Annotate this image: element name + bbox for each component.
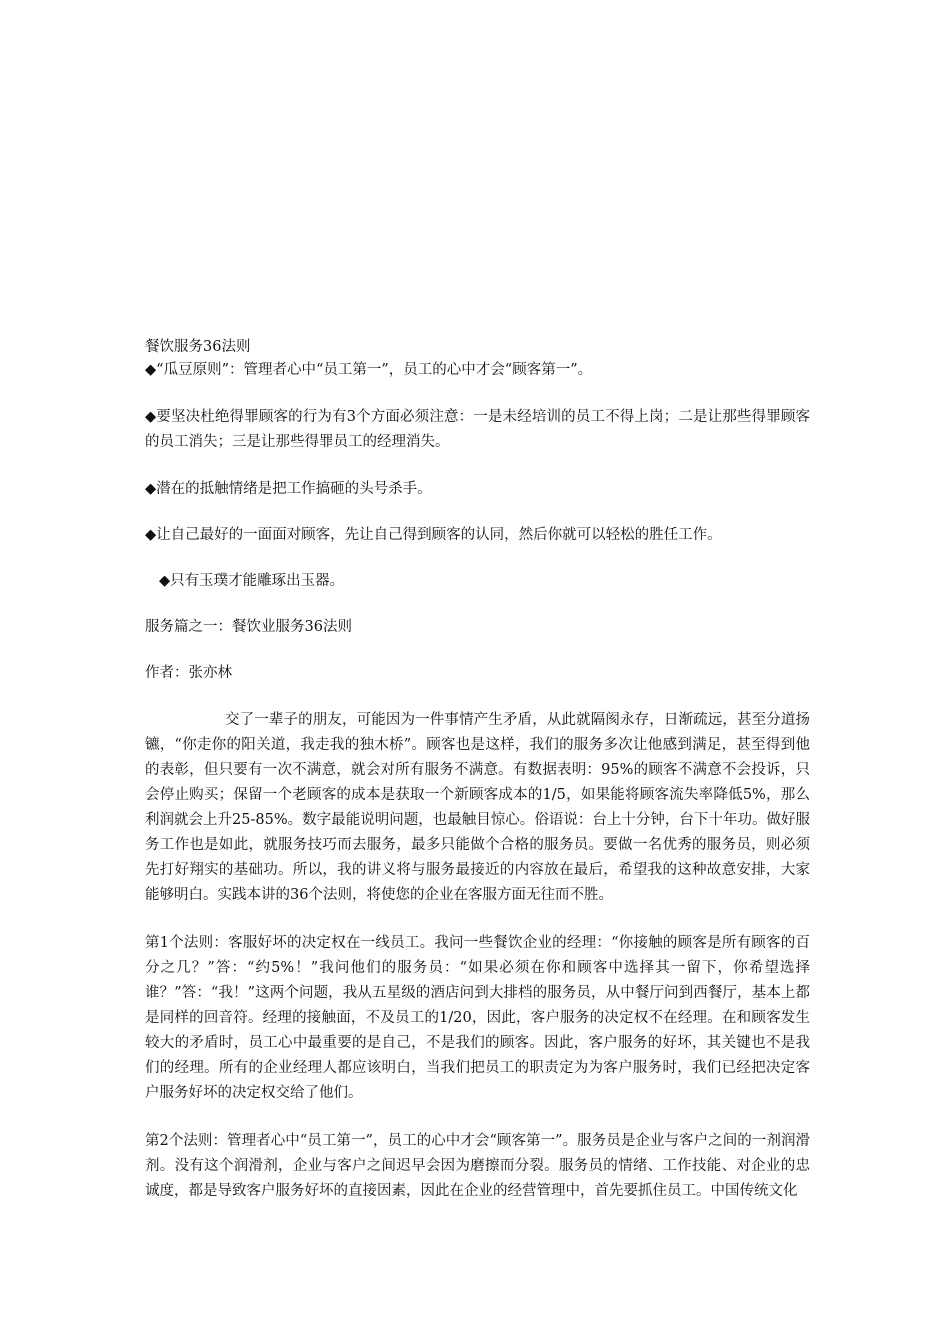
document-title: 餐饮服务36法则 — [145, 339, 251, 355]
rule-1-paragraph: 第1个法则：客服好坏的决定权在一线员工。我问一些餐饮企业的经理：“你接触的顾客是所有顾客的百分之几？”答：“约5%！”我问他们的服务员：“如果必须在你和顾客中选择其一留下，你希望选择谁？”答：“我！”这两个问题，我从五星级的酒店问到大排档的服务员，从中餐厅问到西餐厅，基本上都是同样的回音符。经理的接触面，不及员工的1/20，因此，客户服务的决定权不在经理。在和顾客发生较大的矛盾时，员工心中最重要的是自己，不是我们的顾客。因此，客户服务的好坏，其关键也不是我们的经理。所有的企业经理人都应该明白，当我们把员工的职责定为为客户服务时，我们已经把决定客户服务好坏的决定权交给了他们。 — [145, 935, 810, 1101]
bullet-2: ◆要坚决杜绝得罪顾客的行为有3个方面必须注意：一是未经培训的员工不得上岗；二是让那些得罪顾客的员工消失；三是让那些得罪员工的经理消失。 — [145, 409, 810, 450]
document-body — [145, 336, 810, 1204]
bullet-1: ◆“瓜豆原则”：管理者心中“员工第一”，员工的心中才会“顾客第一”。 — [145, 362, 593, 378]
rule-2-paragraph: 第2个法则：管理者心中“员工第一”，员工的心中才会“顾客第一”。服务员是企业与客户之间的一剂润滑剂。没有这个润滑剂，企业与客户之间迟早会因为磨擦而分裂。服务员的情绪、工作技能、对企业的忠诚度，都是导致客户服务好坏的直接因素，因此在企业的经营管理中，首先要抓住员工。中国传统文化 — [145, 1133, 810, 1199]
bullet-5: ◆只有玉璞才能雕琢出玉器。 — [159, 573, 345, 589]
bullet-3: ◆潜在的抵触情绪是把工作搞砸的头号杀手。 — [145, 481, 432, 497]
author-line: 作者：张亦林 — [145, 665, 232, 681]
intro-paragraph: 交了一辈子的朋友，可能因为一件事情产生矛盾，从此就隔阂永存，日渐疏远，甚至分道扬镳，“你走你的阳关道，我走我的独木桥”。顾客也是这样，我们的服务多次让他感到满足，甚至得到他的表彰，但只要有一次不满意，就会对所有服务不满意。有数据表明：95%的顾客不满意不会投诉，只会停止购买；保留一个老顾客的成本是获取一个新顾客成本的1/5，如果能将顾客流失率降低5%，那么利润就会上升25-85%。数字最能说明问题，也最触目惊心。俗语说：台上十分钟，台下十年功。做好服务工作也是如此，就服务技巧而去服务，最多只能做个合格的服务员。要做一名优秀的服务员，则必须先打好翔实的基础功。所以，我的讲义将与服务最接近的内容放在最后，希望我的这种故意安排，大家能够明白。实践本讲的36个法则，将使您的企业在客服方面无往而不胜。 — [145, 712, 810, 903]
section-title: 服务篇之一：餐饮业服务36法则 — [145, 619, 352, 635]
bullet-4: ◆让自己最好的一面面对顾客，先让自己得到顾客的认同，然后你就可以轻松的胜任工作。 — [145, 527, 722, 543]
